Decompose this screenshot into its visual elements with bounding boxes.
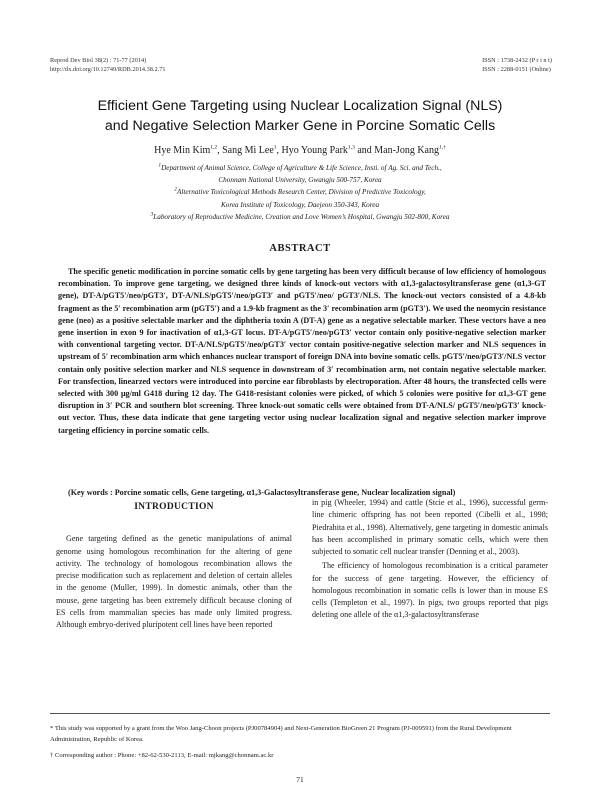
paper-title xyxy=(40,96,560,136)
abstract-heading: ABSTRACT xyxy=(269,243,331,254)
right-column xyxy=(312,497,548,622)
title-line-1: Efficient Gene Targeting using Nuclear Localization Signal (NLS) xyxy=(97,98,503,114)
affiliation-mark: 2 xyxy=(174,187,177,194)
affiliation-text: Alternative Toxicological Methods Research Center, Division of Predictive Toxicology, xyxy=(176,188,426,197)
affiliation-mark: 3 xyxy=(150,211,154,218)
author-name: Man-Jong Kang xyxy=(374,145,439,156)
funding-footnote: * This study was supported by a grant from the Woo Jang-Choon projects (PJ00784904) and Next-Generation BioGreen 21 Program (PJ-009591) from the Rural Development Administration, Republic of Korea. xyxy=(50,725,512,743)
issn-online: ISSN : 2288-0151 (Online) xyxy=(482,66,551,73)
issn-print: ISSN : 1738-2432 (P r i n t) xyxy=(482,57,552,64)
author-name: Sang Mi Lee xyxy=(222,145,274,156)
author-name: Hyo Young Park xyxy=(281,145,348,156)
journal-line: Reprod Dev Biol 38(2) : 71-77 (2014) xyxy=(50,57,147,64)
affiliation-mark: 1 xyxy=(158,162,162,169)
intro-paragraph: in pig (Wheeler, 1994) and cattle (Stcie et al., 1996), successful germ-line chimeric offspring has not been reported (Cibelli et al., 1998; Piedrahita et al., 1998). Alternatively, gene targeting in domestic animals has been accomplished in primary somatic cells, which were then subjected to somatic cell nuclear transfer (Denning et al., 2003). xyxy=(312,498,549,556)
affiliations xyxy=(40,162,560,223)
author-affiliation-mark: 1,3 xyxy=(347,144,355,151)
footnote-divider xyxy=(50,713,550,714)
author-list: Hye Min Kim$^{1,2}$, Sang Mi Lee$^1$, Hyo Young Park$^{1,3}$ and Man-Jong Kang$^{1,\dagger}$ xyxy=(154,144,446,156)
intro-paragraph: The efficiency of homologous recombination is a critical parameter for the success of gene targeting. However, the efficiency of homologous recombination in somatic cells is lower than in mouse ES cells (Templeton et al., 1997). In pigs, two groups reported that pigs deleting one allele of the α1,3-galactosyltransferase xyxy=(312,561,548,620)
intro-paragraph: Gene targeting defined as the genetic manipulations of animal genome using homologous recombination for the altering of gene activity. The technology of homologous recombination allows the precise modification such as replacement and deletion of certain alleles in the genome (Muller, 1999). In domestic animals, other than the mouse, gene targeting has been extremely difficult because cloning of ES cells from mammalian species has made only limited progress. Although embryo-derived pluripotent cell lines have been reported xyxy=(56,534,292,629)
author-conjunction: and xyxy=(357,145,372,156)
left-column xyxy=(56,497,292,631)
author-name: Hye Min Kim xyxy=(154,145,211,156)
author-affiliation-mark: 1,† xyxy=(438,144,446,151)
author-affiliation-mark: 1 xyxy=(273,144,277,151)
affiliation-2 xyxy=(40,186,560,198)
author-affiliation-mark: 1,2 xyxy=(210,144,218,151)
doi-line: http://dx.doi.org/10.12749/RDB.2014.38.2.71 xyxy=(50,66,166,73)
page-number: 71 xyxy=(296,775,304,784)
affiliation-1 xyxy=(40,162,560,174)
abstract-body: The specific genetic modification in porcine somatic cells by gene targeting has been very difficult because of low efficiency of homologous recombination. To improve gene targeting, we designed three kinds of knock-out vectors with α1,3-galactosyltransferase gene (α1,3-GT gene), DT-A/pGT5′/neo/pGT3′, DT-A/NLS/pGT5′/neo/pGT3′ and pGT5′/neo/ pGT3′/NLS. The knock-out vectors consisted of a 4.8-kb fragment as the 5′ recombination arm (pGT5′) and a 1.9-kb fragment as the 3′ recombination arm (pGT3′). We used the neomycin resistance gene (neo) as a positive selectable marker and the diphtheria toxin A (DT-A) gene as a negative selectable marker. These vectors have a neo gene insertion in exon 9 for inactivation of α1,3-GT locus. DT-A/pGT5′/neo/pGT3′ vector contain only positive-negative selection marker with conventional targeting vector. DT-A/NLS/pGT5′/neo/pGT3′ vector contain positive-negative selection marker and NLS sequences in upstream of 5′ recombination arm which enhances nuclear transport of foreign DNA into bovine somatic cells. pGT5′/neo/pGT3′/NLS vector contain only positive selection marker and NLS sequence in downstream of 3′ recombination arm, not contain negative selectable marker. For transfection, linearzed vectors were introduced into porcine ear fibroblasts by electroporation. After 48 hours, the transfected cells were selected with 300 μg/ml G418 during 12 day. The G418-resistant colonies were picked, of which 5 colonies were positive for α1,3-GT gene disruption in 3′ PCR and southern blot screening. Three knock-out somatic cells were obtained from DT-A/NLS/ pGT5′/neo/pGT3′ knock-out vector. Thus, these data indicate that gene targeting vector using nuclear localization signal and negative selection marker improve targeting efficiency in porcine somatic cells. xyxy=(58,267,546,435)
affiliation-text: Department of Animal Science, College of Agriculture & Life Science, Insti. of Ag. Sci. and Tech., xyxy=(161,164,442,172)
affiliation-text: Laboratory of Reproductive Medicine, Creation and Love Women’s Hospital, Gwangju 502-800, Korea xyxy=(153,212,450,221)
keywords: (Key words : Porcine somatic cells, Gene targeting, α1,3-Galactosyltransferase gene, Nuclear localization signal) xyxy=(68,488,456,497)
issn-header xyxy=(482,56,552,74)
affiliation-3 xyxy=(40,211,560,223)
corresponding-author-footnote: † Corresponding author : Phone: +82-62-530-2113, E-mail: mjkang@chonnam.ac.kr xyxy=(50,752,274,759)
title-line-2: and Negative Selection Marker Gene in Porcine Somatic Cells xyxy=(104,118,496,134)
introduction-heading: INTRODUCTION xyxy=(134,502,214,512)
journal-citation-header xyxy=(50,56,166,74)
affiliation-2-cont: Korea Institute of Toxicology, Daejeon 350-343, Korea xyxy=(220,200,380,209)
affiliation-1-cont: Chonnam National University, Gwangju 500-757, Korea xyxy=(218,176,382,185)
